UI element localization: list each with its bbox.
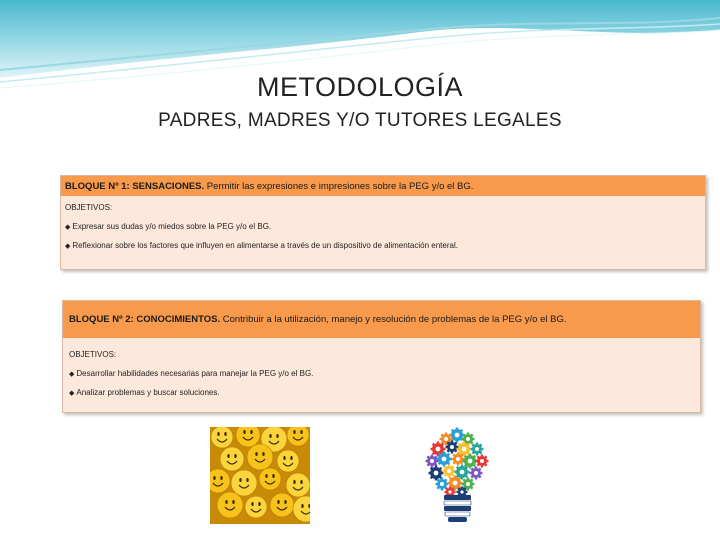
block-2-card [62, 300, 701, 413]
block-2-heading-rest: Contribuir a la utilización, manejo y resolución de problemas de la PEG y/o el BG. [220, 314, 567, 325]
list-item [65, 222, 701, 231]
bullet-icon: ◆ [65, 242, 71, 250]
block-1-header [61, 176, 705, 196]
block-1-heading-bold: BLOQUE Nº 1: SENSACIONES. [65, 180, 205, 192]
list-item [65, 241, 701, 250]
lightbulb-gears-icon [420, 425, 495, 525]
slide-title: METODOLOGÍA [256, 72, 464, 102]
block-1-body [61, 196, 705, 264]
block-2-objectives-label: OBJETIVOS: [69, 350, 117, 359]
block-2-header [63, 301, 700, 338]
block-2-item-2: Analizar problemas y buscar soluciones. [76, 388, 220, 397]
block-1-card [60, 175, 706, 270]
bullet-icon: ◆ [65, 223, 71, 231]
block-2-heading-bold: BLOQUE Nº 2: CONOCIMIENTOS. [69, 314, 221, 325]
slide-subtitle: PADRES, MADRES Y/O TUTORES LEGALES [158, 110, 562, 131]
bullet-icon: ◆ [69, 389, 75, 397]
block-2-item-1: Desarrollar habilidades necesarias para manejar la PEG y/o el BG. [76, 369, 314, 378]
bullet-icon: ◆ [69, 370, 75, 378]
block-1-heading-rest: Permitir las expresiones e impresiones sobre la PEG y/o el BG. [204, 180, 474, 192]
smiley-faces-image [210, 427, 310, 524]
smiley-faces-icon [210, 427, 310, 524]
list-item [69, 369, 696, 378]
block-1-item-1: Expresar sus dudas y/o miedos sobre la PEG y/o el BG. [72, 222, 272, 231]
block-2-body [63, 338, 700, 411]
block-1-objectives-label: OBJETIVOS: [65, 203, 113, 212]
block-1-item-2: Reflexionar sobre los factores que influyen en alimentarse a través de un dispositivo de alimentación enteral. [72, 241, 458, 250]
list-item [69, 388, 696, 397]
gear-lightbulb-image [420, 425, 495, 525]
